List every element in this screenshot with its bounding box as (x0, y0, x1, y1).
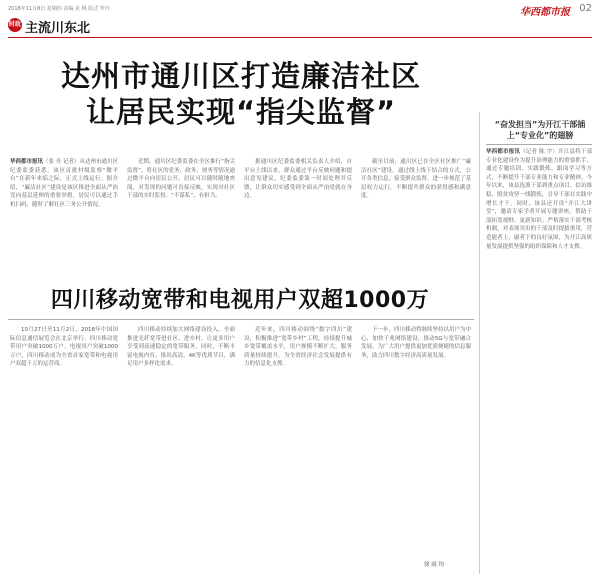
side-article-byline: 华西都市报讯 (486, 149, 521, 155)
masthead (8, 3, 592, 18)
side-article-body (486, 148, 592, 572)
second-article-col3 (244, 326, 352, 556)
section-badge: 时政 (8, 18, 22, 32)
main-article-col1 (10, 158, 118, 276)
main-article-col4-text: 截至目前，通川区已在全区社区推广“廉洁社区”建设，通过线上线下结合的方式，公开各类信息，接受群众监督，进一步规范了基层权力运行，不断提升群众的获得感和满意度。 (361, 159, 471, 200)
side-article-text: （记者 陈 宇）开江县将干部专业化建设作为提升治理能力的重要抓手，通过专题培训、实践锻炼、跟岗学习等方式，不断提升干部专业能力和专业精神。今年以来，该县选派干部到重点项目、信访维稳、脱贫攻坚一线锻炼，引导干部在实践中增长才干。同时，该县还开设“开江大讲堂”，邀请专家学者开展专题讲座，帮助干部拓宽视野、更新知识。严格落实干部考核机制，对表现突出的干部及时提拔重用，营造能者上、庸者下的良好氛围，为开江高质量发展提供坚强的组织保障和人才支撑。 (486, 149, 592, 250)
main-article-col1-text: （张 舟 记者）从达州市通川区纪委监委获悉，该区首批村级监察“微平台”在新年来临之际，正式上线运行。据介绍，“廉洁社区”建设是该区推进全面从严治党向基层延伸的重要举措，居民可以通过手机扫码，随时了解社区三务公开情况。 (10, 159, 118, 208)
main-article-col3 (244, 158, 352, 276)
second-article-col4-text: 下一步，四川移动将继续坚持以用户为中心，加快千兆网络建设，推动5G与宽带融合发展，为广大用户提供更加优质便捷的信息服务，助力四川数字经济高质量发展。 (361, 327, 471, 359)
second-article-col2 (127, 326, 235, 556)
side-article-rule (486, 144, 592, 145)
main-article-col3-text: 据通川区纪委监委相关负责人介绍，自平台上线以来，群众通过平台反映问题和提出意见建议，纪委监委第一时间处理并反馈，让群众切实感受到全面从严治党就在身边。 (244, 159, 352, 200)
main-headline (8, 58, 474, 130)
second-article-col3-text: 近年来，四川移动围绕“数字四川”建设，积极推进“宽带乡村”工程，持续提升城乡宽带覆盖水平，用户规模不断扩大，服务质量持续提升，为全省经济社会发展提供有力的信息化支撑。 (244, 327, 352, 368)
masthead-paper-name: 华西都市报 (520, 7, 570, 18)
main-article-col2-text: 近期，通川区纪委监委在全区推行“指尖监督”，将社区的党务、政务、财务等情况通过微平台向居民公开，居民可以随时随地查阅，对发现的问题可直接反映，实现对社区干部的实时监督。“不谋私”、有担当。 (127, 159, 235, 200)
main-article-col4 (361, 158, 471, 276)
second-article-signature: 徐 雨 均 (424, 562, 444, 568)
side-article-title: “奋发担当”为开江干部插上“专业化”的翅膀 (494, 120, 586, 140)
second-article-col4 (361, 326, 471, 556)
section-header (8, 15, 592, 38)
main-headline-line2: 让居民实现“指尖监督” (85, 95, 397, 129)
column-divider (479, 112, 480, 574)
second-article-col2-text: 四川移动持续加大网络建设投入，全面推进光纤宽带进社区、进乡村，让更多用户享受到高速稳定的宽带服务。同时，不断丰富电视内容，推出高清、4K等优质节目，满足用户多样化需求。 (127, 327, 235, 368)
page-number: 02 (579, 3, 592, 14)
main-headline-line1: 达州市通川区打造廉洁社区 (60, 59, 421, 93)
main-article-col2 (127, 158, 235, 276)
section-title: 主流川东北 (25, 21, 91, 36)
masthead-date: 2018年11月8日 星期四 责编 见 绑 版式 罗玲 (8, 6, 110, 12)
second-article-col1 (10, 326, 118, 556)
second-headline: 四川移动宽带和电视用户双超1000万 (50, 288, 430, 313)
second-headline-rule (8, 319, 474, 320)
main-article-byline: 华西都市报讯 (10, 159, 44, 165)
second-article-col1-text: 10月27日至11月2日，2018年中国国际信息通信展览会在北京举行。四川移动宽带用户突破1000万户，电视用户突破1000万户，四川移动成为全省首家宽带和电视用户双超千万的运营商。 (10, 327, 118, 368)
